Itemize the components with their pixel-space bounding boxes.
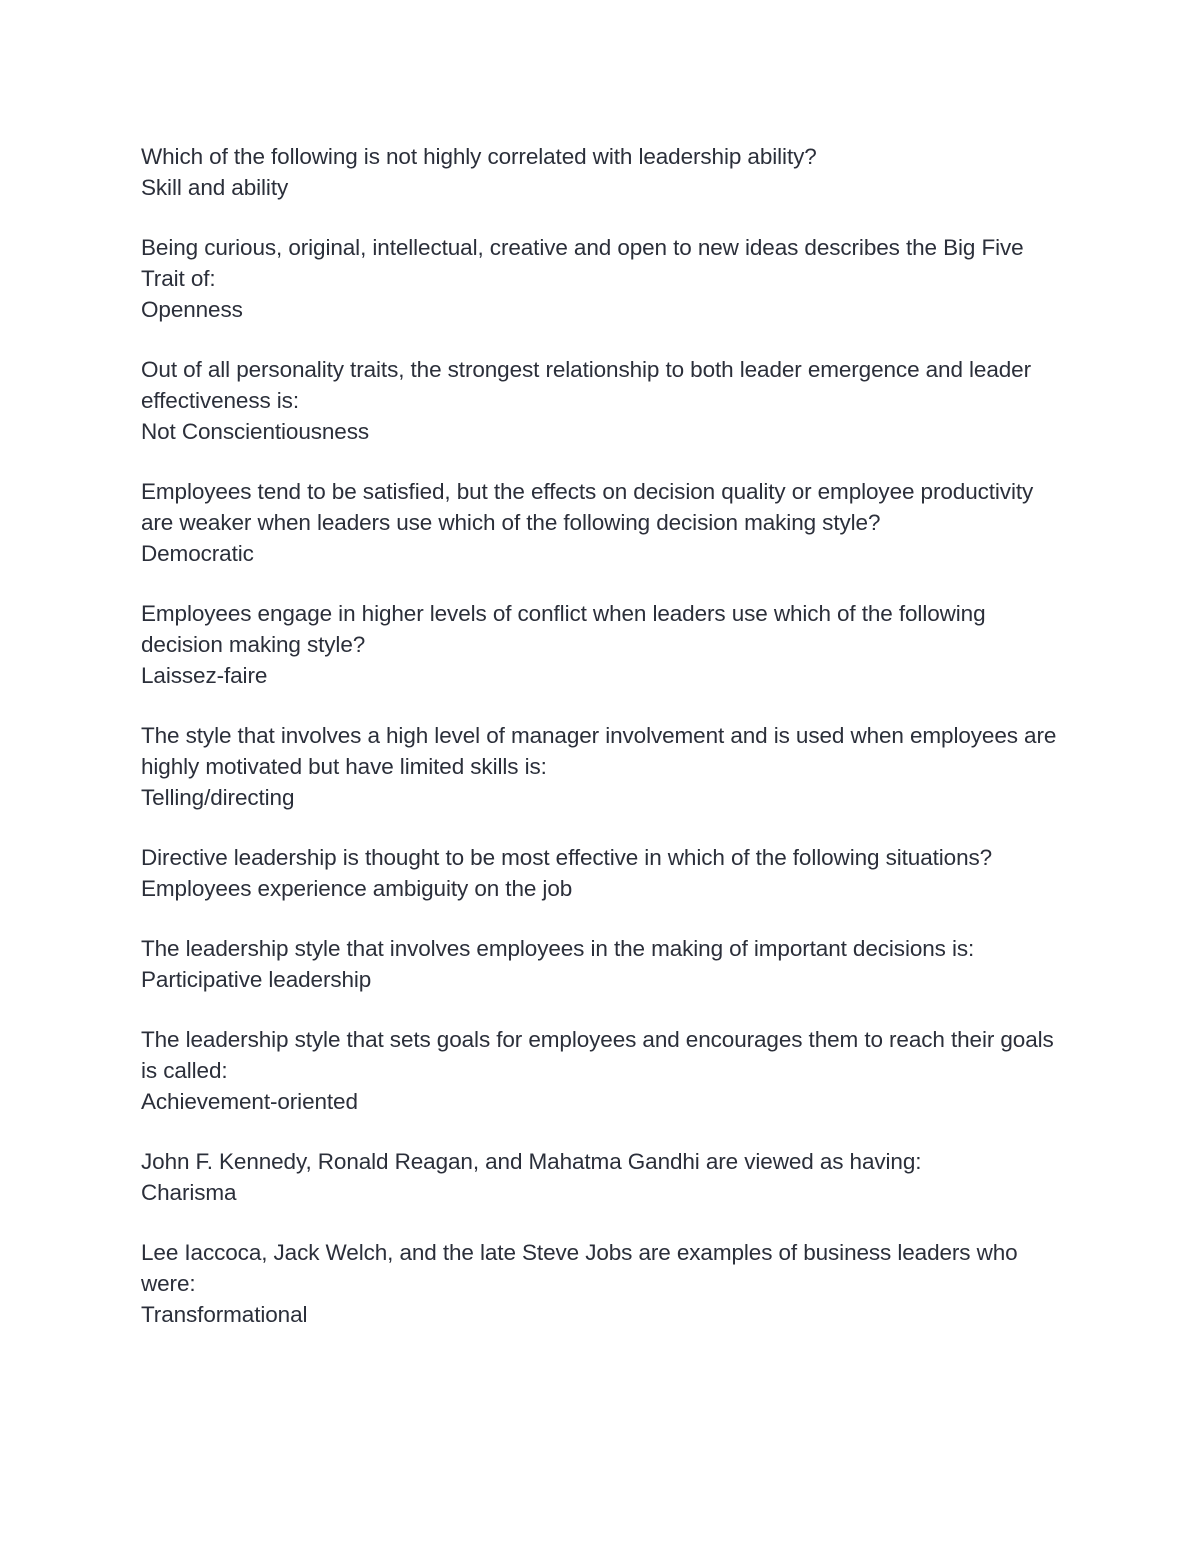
qa-item <box>141 1146 1061 1208</box>
question-text: Being curious, original, intellectual, creative and open to new ideas describes the Big Five Trait of: <box>141 235 1024 291</box>
answer-text: Not Conscientiousness <box>141 419 370 444</box>
answer-text: Charisma <box>141 1180 237 1205</box>
qa-item <box>141 476 1061 569</box>
qa-item <box>141 1237 1061 1330</box>
qa-item <box>141 354 1061 447</box>
answer-text: Laissez-faire <box>141 663 268 688</box>
qa-item <box>141 232 1061 325</box>
qa-item <box>141 141 1061 203</box>
qa-item <box>141 1024 1061 1117</box>
answer-text: Employees experience ambiguity on the job <box>141 876 573 901</box>
qa-item <box>141 720 1061 813</box>
answer-text: Openness <box>141 297 243 322</box>
qa-item <box>141 842 1061 904</box>
qa-list <box>141 141 1061 1359</box>
qa-item <box>141 598 1061 691</box>
question-text: The leadership style that involves employees in the making of important decisions is: <box>141 936 975 961</box>
question-text: Lee Iaccoca, Jack Welch, and the late Steve Jobs are examples of business leaders who were: <box>141 1240 1018 1296</box>
question-text: John F. Kennedy, Ronald Reagan, and Mahatma Gandhi are viewed as having: <box>141 1149 922 1174</box>
answer-text: Achievement-oriented <box>141 1089 358 1114</box>
question-text: Employees engage in higher levels of conflict when leaders use which of the following decision making style? <box>141 601 986 657</box>
answer-text: Participative leadership <box>141 967 372 992</box>
answer-text: Skill and ability <box>141 175 289 200</box>
question-text: The style that involves a high level of manager involvement and is used when employees are highly motivated but have limited skills is: <box>141 723 1057 779</box>
qa-item <box>141 933 1061 995</box>
question-text: Which of the following is not highly correlated with leadership ability? <box>141 144 817 169</box>
question-text: Out of all personality traits, the strongest relationship to both leader emergence and leader effectiveness is: <box>141 357 1031 413</box>
answer-text: Democratic <box>141 541 254 566</box>
question-text: The leadership style that sets goals for employees and encourages them to reach their goals is called: <box>141 1027 1054 1083</box>
answer-text: Transformational <box>141 1302 308 1327</box>
question-text: Directive leadership is thought to be most effective in which of the following situations? <box>141 845 993 870</box>
question-text: Employees tend to be satisfied, but the effects on decision quality or employee productivity are weaker when leaders use which of the following decision making style? <box>141 479 1034 535</box>
answer-text: Telling/directing <box>141 785 295 810</box>
